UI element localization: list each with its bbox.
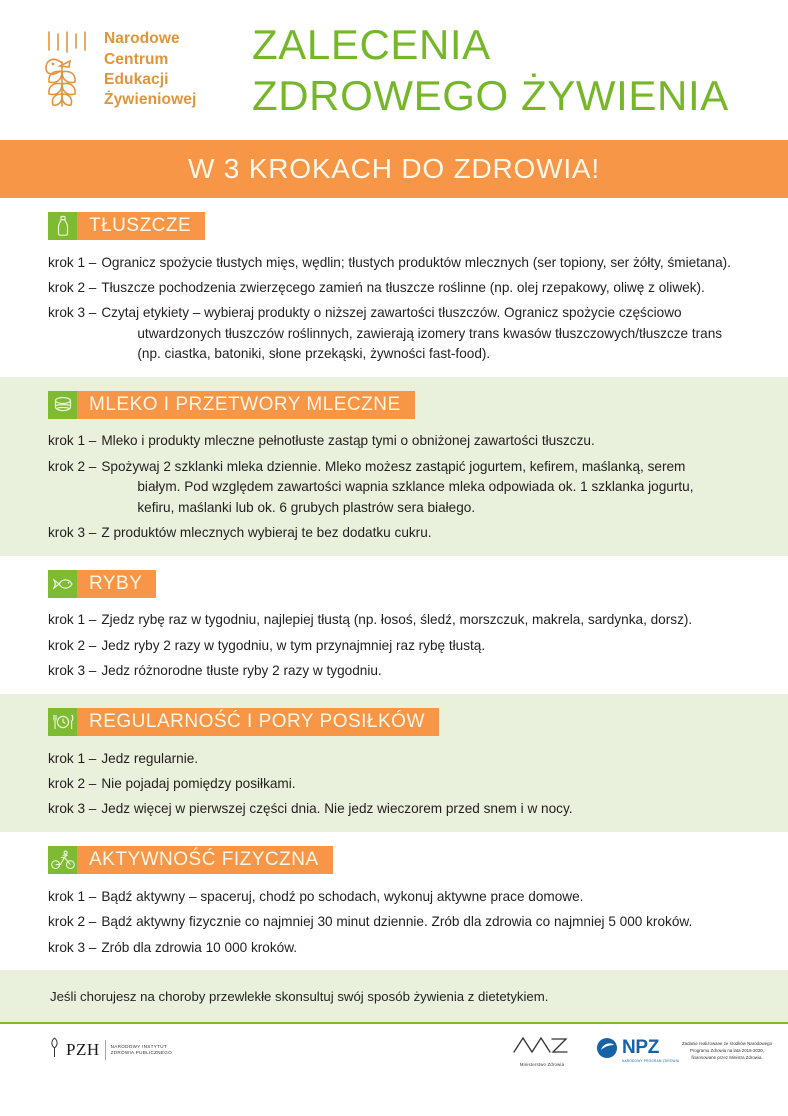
step-text-line: Czytaj etykiety – wybieraj produkty o niższej zawartości tłuszczów. Ogranicz spożycie częściowo — [101, 305, 682, 321]
org-line-1: Narodowe — [104, 30, 180, 48]
step-text — [101, 636, 774, 656]
step-label: krok 3 – — [48, 525, 97, 541]
section-header-aktywnosc — [48, 846, 788, 874]
step-text — [101, 523, 774, 543]
step-item — [48, 275, 788, 300]
step-item — [48, 659, 788, 684]
npz-wordmark: NPZ — [622, 1036, 660, 1058]
step-item — [48, 746, 788, 771]
footer-advice-text: Jeśli chorujesz na choroby przewlekłe skonsultuj swój sposób żywienia z dietetykiem. — [50, 988, 549, 1004]
page-title-line-2: ZDROWEGO ŻYWIENIA — [252, 72, 729, 119]
step-text — [101, 938, 774, 958]
funding-line-1: Zadanie realizowane ze środków Narodowego — [681, 1040, 773, 1046]
mz-monogram-icon — [512, 1043, 572, 1060]
step-label: krok 3 – — [48, 939, 97, 955]
step-item — [48, 633, 788, 658]
step-text-line: Bądź aktywny – spaceruj, chodź po schodach, wykonuj aktywne prace domowe. — [101, 888, 584, 904]
step-label: krok 2 – — [48, 458, 97, 474]
wheat-ear-icon — [40, 30, 94, 110]
step-text — [101, 661, 774, 681]
step-text — [101, 887, 774, 907]
pzh-subtitle-line-2: ZDROWIA PUBLICZNEGO — [110, 1050, 172, 1056]
step-text-line: Zjedz rybę raz w tygodniu, najlepiej tłustą (np. łosoś, śledź, morszczuk, makrela, sardynka, dorsz). — [101, 612, 693, 628]
ministry-of-health-logo — [512, 1034, 572, 1067]
npz-wordmark-wrap — [622, 1038, 679, 1063]
step-label: krok 2 – — [48, 914, 97, 930]
footer-advice-note — [0, 970, 788, 1024]
section-header-ryby — [48, 570, 788, 598]
step-item — [48, 521, 788, 546]
step-item — [48, 797, 788, 822]
steps-list-regularnosc — [0, 746, 788, 822]
subtitle-banner — [0, 140, 788, 198]
step-label: krok 1 – — [48, 612, 97, 628]
ncez-logo-text — [104, 29, 196, 111]
org-line-4: Żywieniowej — [104, 91, 197, 109]
step-label: krok 2 – — [48, 637, 97, 653]
oil-bottle-icon — [48, 212, 77, 240]
step-label: krok 1 – — [48, 888, 97, 904]
step-item — [48, 910, 788, 935]
step-text-continuation: białym. Pod względem zawartości wapnia szklance mleka odpowiada ok. 1 szklanka jogurtu, — [137, 479, 694, 495]
pzh-subtitle-line-1: NARODOWY INSTYTUT — [110, 1043, 167, 1049]
step-label: krok 3 – — [48, 663, 97, 679]
step-label: krok 3 – — [48, 305, 97, 321]
org-line-2: Centrum — [104, 50, 169, 68]
mz-subtitle: Ministerstwo Zdrowia — [519, 1061, 565, 1067]
step-label: krok 1 – — [48, 750, 97, 766]
step-item — [48, 608, 788, 633]
section-tluszcze — [0, 198, 788, 377]
step-item — [48, 935, 788, 960]
steps-list-ryby — [0, 608, 788, 684]
step-item — [48, 250, 788, 275]
section-aktywnosc — [0, 832, 788, 970]
section-ryby — [0, 556, 788, 694]
org-line-3: Edukacji — [104, 71, 169, 88]
section-header-tluszcze — [48, 212, 788, 240]
step-text — [101, 799, 774, 819]
step-text — [101, 303, 774, 364]
step-text — [101, 749, 774, 769]
step-item — [48, 454, 788, 520]
step-text — [101, 610, 774, 630]
step-text-line: Zrób dla zdrowia 10 000 kroków. — [101, 939, 298, 955]
page-title — [252, 19, 729, 121]
ncez-logo — [40, 29, 240, 111]
pzh-wordmark: PZH — [66, 1040, 106, 1060]
step-text — [101, 774, 774, 794]
step-label: krok 2 – — [48, 279, 97, 295]
page-title-line-1: ZALECENIA — [252, 20, 491, 68]
funding-statement — [672, 1040, 782, 1062]
fish-icon — [48, 570, 77, 598]
section-header-mleko — [48, 391, 788, 419]
subtitle-banner-text: W 3 KROKACH DO ZDROWIA! — [188, 153, 600, 184]
bicycle-icon — [48, 846, 77, 874]
poster-header — [0, 0, 788, 140]
pzh-logo — [48, 1037, 172, 1064]
step-text-line: Jedz regularnie. — [101, 750, 199, 766]
step-text-line: Bądź aktywny fizycznie co najmniej 30 minut dziennie. Zrób dla zdrowia co najmniej 5 000 kroków. — [101, 914, 693, 930]
step-text-line: Z produktów mlecznych wybieraj te bez dodatku cukru. — [101, 525, 432, 541]
step-text-continuation: (np. ciastka, batoniki, słone przekąski, żywności fast-food). — [137, 346, 491, 362]
step-text-line: Nie pojadaj pomiędzy posiłkami. — [101, 775, 296, 791]
step-text — [101, 912, 774, 932]
step-text — [101, 253, 774, 273]
step-text-line: Jedz różnorodne tłuste ryby 2 razy w tygodniu. — [101, 663, 382, 679]
step-text-line: Spożywaj 2 szklanki mleka dziennie. Mleko możesz zastąpić jogurtem, kefirem, maślanką, serem — [101, 458, 686, 474]
step-label: krok 2 – — [48, 775, 97, 791]
pzh-emblem-icon — [48, 1037, 61, 1064]
step-item — [48, 301, 788, 367]
section-title-tluszcze: TŁUSZCZE — [77, 212, 205, 240]
npz-swirl-icon — [596, 1037, 618, 1064]
step-text-line: Mleko i produkty mleczne pełnotłuste zastąp tymi o obniżonej zawartości tłuszczu. — [101, 433, 595, 449]
step-text — [101, 431, 774, 451]
section-title-ryby: RYBY — [77, 570, 156, 598]
step-text-line: Ogranicz spożycie tłustych mięs, wędlin; tłustych produktów mlecznych (ser topiony, ser żółty, śmietana). — [101, 254, 731, 270]
step-text-line: Tłuszcze pochodzenia zwierzęcego zamień na tłuszcze roślinne (np. olej rzepakowy, oliwę z oliwek). — [101, 279, 705, 295]
section-header-regularnosc — [48, 708, 788, 736]
step-text-line: Jedz ryby 2 razy w tygodniu, w tym przynajmniej raz rybę tłustą. — [101, 637, 486, 653]
footer-logos — [0, 1024, 788, 1076]
sections-container — [0, 198, 788, 970]
cheese-icon — [48, 391, 77, 419]
steps-list-tluszcze — [0, 250, 788, 367]
steps-list-mleko — [0, 429, 788, 546]
step-text-continuation: utwardzonych tłuszczów roślinnych, zawierają izomery trans kwasów tłuszczowych/tłuszcze trans — [137, 325, 723, 341]
npz-subtitle: NARODOWY PROGRAM ZDROWIA — [622, 1058, 680, 1063]
clock-cutlery-icon — [48, 708, 77, 736]
step-item — [48, 884, 788, 909]
step-text — [101, 278, 774, 298]
section-mleko — [0, 377, 788, 556]
pzh-subtitle — [111, 1044, 172, 1057]
section-title-mleko: MLEKO I PRZETWORY MLECZNE — [77, 391, 415, 419]
step-item — [48, 429, 788, 454]
step-text-continuation: kefiru, maślanki lub ok. 6 grubych plastrów sera białego. — [137, 499, 476, 515]
step-label: krok 1 – — [48, 254, 97, 270]
step-item — [48, 771, 788, 796]
funding-line-3: finansowane przez Ministra Zdrowia. — [691, 1055, 763, 1061]
section-title-aktywnosc: AKTYWNOŚĆ FIZYCZNA — [77, 846, 333, 874]
step-text — [101, 457, 774, 518]
step-text-line: Jedz więcej w pierwszej części dnia. Nie jedz wieczorem przed snem i w nocy. — [101, 801, 573, 817]
steps-list-aktywnosc — [0, 884, 788, 960]
npz-logo — [596, 1037, 679, 1064]
funding-line-2: Programu Zdrowia na lata 2016-2020, — [690, 1047, 764, 1053]
section-title-regularnosc: REGULARNOŚĆ I PORY POSIŁKÓW — [77, 708, 439, 736]
step-label: krok 1 – — [48, 433, 97, 449]
section-regularnosc — [0, 694, 788, 832]
step-label: krok 3 – — [48, 801, 97, 817]
